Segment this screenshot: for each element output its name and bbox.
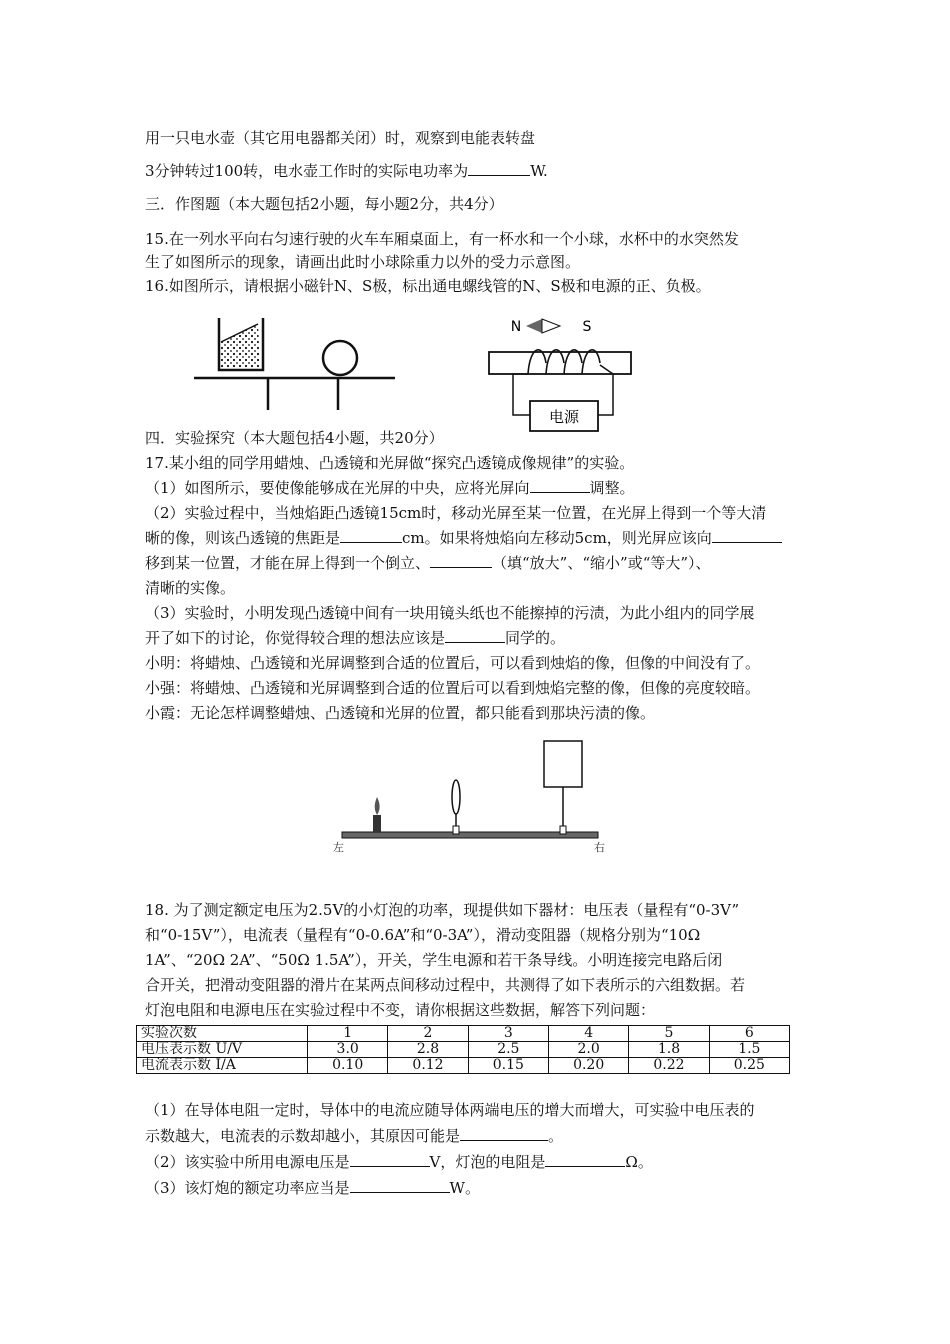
question-17-part-3-line-2: [145, 628, 565, 648]
section-4-heading: [145, 428, 444, 448]
table-header-cell: 实验次数: [137, 1026, 308, 1042]
text: 18. 为了测定额定电压为2.5V的小灯泡的功率，现提供如下器材：电压表（量程有“0-3V”: [145, 901, 740, 919]
cup-ball-figure: [190, 310, 410, 415]
text: 1A”、“20Ω 2A”、“50Ω 1.5A”），开关，学生电源和若干条导线。小明连接完电路后闭: [145, 951, 723, 969]
text: （3）该灯炮的额定功率应当是: [145, 1179, 350, 1197]
text: 三．作图题（本大题包括2小题，每小题2分，共4分）: [145, 195, 504, 213]
table-cell: 0.25: [709, 1058, 789, 1074]
answer-2: [145, 1152, 653, 1172]
question-17-part-2-line-4: [145, 578, 235, 598]
question-18-line-5: [145, 1000, 655, 1020]
compass-needle-s: [542, 319, 560, 333]
question-17-part-2-line-3: [145, 553, 711, 573]
wire-right: [598, 365, 613, 415]
text: Ω。: [625, 1153, 653, 1171]
text: W.: [530, 162, 548, 180]
text: （1）在导体电阻一定时，导体中的电流应随导体两端电压的增大而增大，可实验中电压表的: [145, 1101, 755, 1119]
question-18-line-3: [145, 950, 722, 970]
power-source-label: 电源: [548, 408, 580, 426]
question-17-part-1: [145, 478, 635, 498]
optical-bench-figure: [330, 735, 610, 855]
text: 小强：将蜡烛、凸透镜和光屏调整到合适的位置后可以看到烛焰完整的像，但像的亮度较暗。: [145, 679, 761, 697]
question-18-line-2: [145, 925, 700, 945]
table-cell: 0.22: [629, 1058, 709, 1074]
light-screen: [544, 741, 582, 787]
text: 16.如图所示，请根据小磁针N、S极，标出通电螺线管的N、S极和电源的正、负极。: [145, 277, 711, 295]
question-17-part-2-line-1: [145, 503, 766, 523]
table-header-cell: 电流表示数 I/A: [137, 1058, 308, 1074]
compass-n-label: N: [510, 319, 522, 335]
table-cell: 2.0: [548, 1042, 628, 1058]
text: 3分钟转过100转，电水壶工作时的实际电功率为: [145, 162, 469, 180]
table-cell: 4: [548, 1026, 628, 1042]
table-cell: 6: [709, 1026, 789, 1042]
answer-blank[interactable]: [350, 1178, 450, 1193]
question-16: [145, 276, 711, 296]
section-3-heading: [145, 194, 504, 214]
text: 清晰的实像。: [145, 579, 236, 597]
opinion-xiaoming: [145, 653, 760, 673]
text: （1）如图所示，要使像能够成在光屏的中央，应将光屏向: [145, 479, 530, 497]
table-cell: 3: [468, 1026, 548, 1042]
table-cell: 1.8: [629, 1042, 709, 1058]
text: 合开关，把滑动变阻器的滑片在某两点间移动过程中，共测得了如下表所示的六组数据。若: [145, 976, 746, 994]
table-cell: 0.10: [308, 1058, 388, 1074]
question-15-line-2: [145, 252, 580, 272]
table-row: [137, 1058, 790, 1074]
text: 用一只电水壶（其它用电器都关闭）时，观察到电能表转盘: [145, 129, 536, 147]
answer-blank[interactable]: [468, 161, 530, 176]
question-18-line-4: [145, 975, 745, 995]
ball: [323, 341, 357, 375]
bench-right-label: 右: [594, 841, 605, 854]
text: 四．实验探究（本大题包括4小题，共20分）: [145, 429, 444, 447]
table-cell: 0.12: [388, 1058, 468, 1074]
text-line-2: [145, 161, 548, 181]
question-17-part-2-line-2: [145, 528, 782, 548]
text: 调整。: [589, 479, 635, 497]
text: 晰的像，则该凸透镜的焦距是: [145, 529, 341, 547]
question-17-part-3-line-1: [145, 603, 755, 623]
text: 开了如下的讨论，你觉得较合理的想法应该是: [145, 629, 446, 647]
question-17: [145, 453, 634, 473]
question-18-line-1: [145, 900, 739, 920]
compass-needle-n: [526, 319, 542, 333]
wire-left: [513, 374, 530, 415]
data-table: [136, 1025, 790, 1074]
text: 17.某小组的同学用蜡烛、凸透镜和光屏做“探究凸透镜成像规律”的实验。: [145, 454, 635, 472]
table-cell: 5: [629, 1026, 709, 1042]
text: 生了如图所示的现象，请画出此时小球除重力以外的受力示意图。: [145, 253, 581, 271]
table-cell: 2: [388, 1026, 468, 1042]
candle: [373, 815, 381, 832]
text: 小霞：无论怎样调整蜡烛、凸透镜和光屏的位置，都只能看到那块污渍的像。: [145, 704, 656, 722]
bench-left-label: 左: [333, 841, 344, 854]
answer-blank[interactable]: [430, 553, 492, 568]
table-cell: 0.15: [468, 1058, 548, 1074]
question-15-line-1: [145, 229, 739, 249]
text: 示数越大，电流表的示数却越小，其原因可能是: [145, 1127, 461, 1145]
answer-1-line-2: [145, 1126, 563, 1146]
table-cell: 3.0: [308, 1042, 388, 1058]
answer-3: [145, 1178, 480, 1198]
opinion-xiaoxia: [145, 703, 655, 723]
answer-blank[interactable]: [712, 528, 782, 543]
table-cell: 1: [308, 1026, 388, 1042]
answer-blank[interactable]: [460, 1126, 548, 1141]
text: 灯泡电阻和电源电压在实验过程中不变，请你根据这些数据，解答下列问题：: [145, 1001, 656, 1019]
text: （2）该实验中所用电源电压是: [145, 1153, 350, 1171]
table-cell: 2.5: [468, 1042, 548, 1058]
text: （2）实验过程中，当烛焰距凸透镜15cm时，移动光屏至某一位置，在光屏上得到一个等大清: [145, 504, 767, 522]
text: V，灯泡的电阻是: [429, 1153, 546, 1171]
text: 15.在一列水平向右匀速行驶的火车车厢桌面上，有一杯水和一个小球，水杯中的水突然发: [145, 230, 739, 248]
table-row: [137, 1026, 790, 1042]
solenoid-core: [489, 352, 631, 374]
opinion-xiaoqiang: [145, 678, 760, 698]
answer-blank[interactable]: [340, 528, 402, 543]
text: 和“0-15V”），电流表（量程有“0-0.6A”和“0-3A”），滑动变阻器（规格分别为“10Ω: [145, 926, 701, 944]
text: （3）实验时，小明发现凸透镜中间有一块用镜头纸也不能擦掉的污渍，为此小组内的同学展: [145, 604, 755, 622]
table-cell: 0.20: [548, 1058, 628, 1074]
table-row: [137, 1042, 790, 1058]
text: （填“放大”、“缩小”或“等大”）、: [492, 554, 711, 572]
table-cell: 2.8: [388, 1042, 468, 1058]
text: cm。如果将烛焰向左移动5cm，则光屏应该向: [402, 529, 712, 547]
text: 小明：将蜡烛、凸透镜和光屏调整到合适的位置后，可以看到烛焰的像，但像的中间没有了。: [145, 654, 761, 672]
answer-blank[interactable]: [545, 1152, 625, 1167]
text: W。: [449, 1179, 480, 1197]
solenoid-figure: [488, 315, 638, 435]
coil: [528, 350, 600, 374]
text: 移到某一位置，才能在屏上得到一个倒立、: [145, 554, 431, 572]
answer-blank[interactable]: [530, 478, 590, 493]
candle-flame: [375, 797, 380, 815]
compass-s-label: S: [582, 319, 592, 335]
table-cell: 1.5: [709, 1042, 789, 1058]
text-line-1: [145, 128, 535, 148]
lens-base: [453, 826, 459, 834]
text: 。: [548, 1127, 564, 1145]
screen-base: [560, 826, 566, 834]
water: [221, 324, 260, 368]
answer-blank[interactable]: [350, 1152, 430, 1167]
table-header-cell: 电压表示数 U/V: [137, 1042, 308, 1058]
answer-blank[interactable]: [445, 628, 505, 643]
convex-lens: [452, 780, 460, 814]
answer-1-line-1: [145, 1100, 755, 1120]
text: 同学的。: [505, 629, 566, 647]
